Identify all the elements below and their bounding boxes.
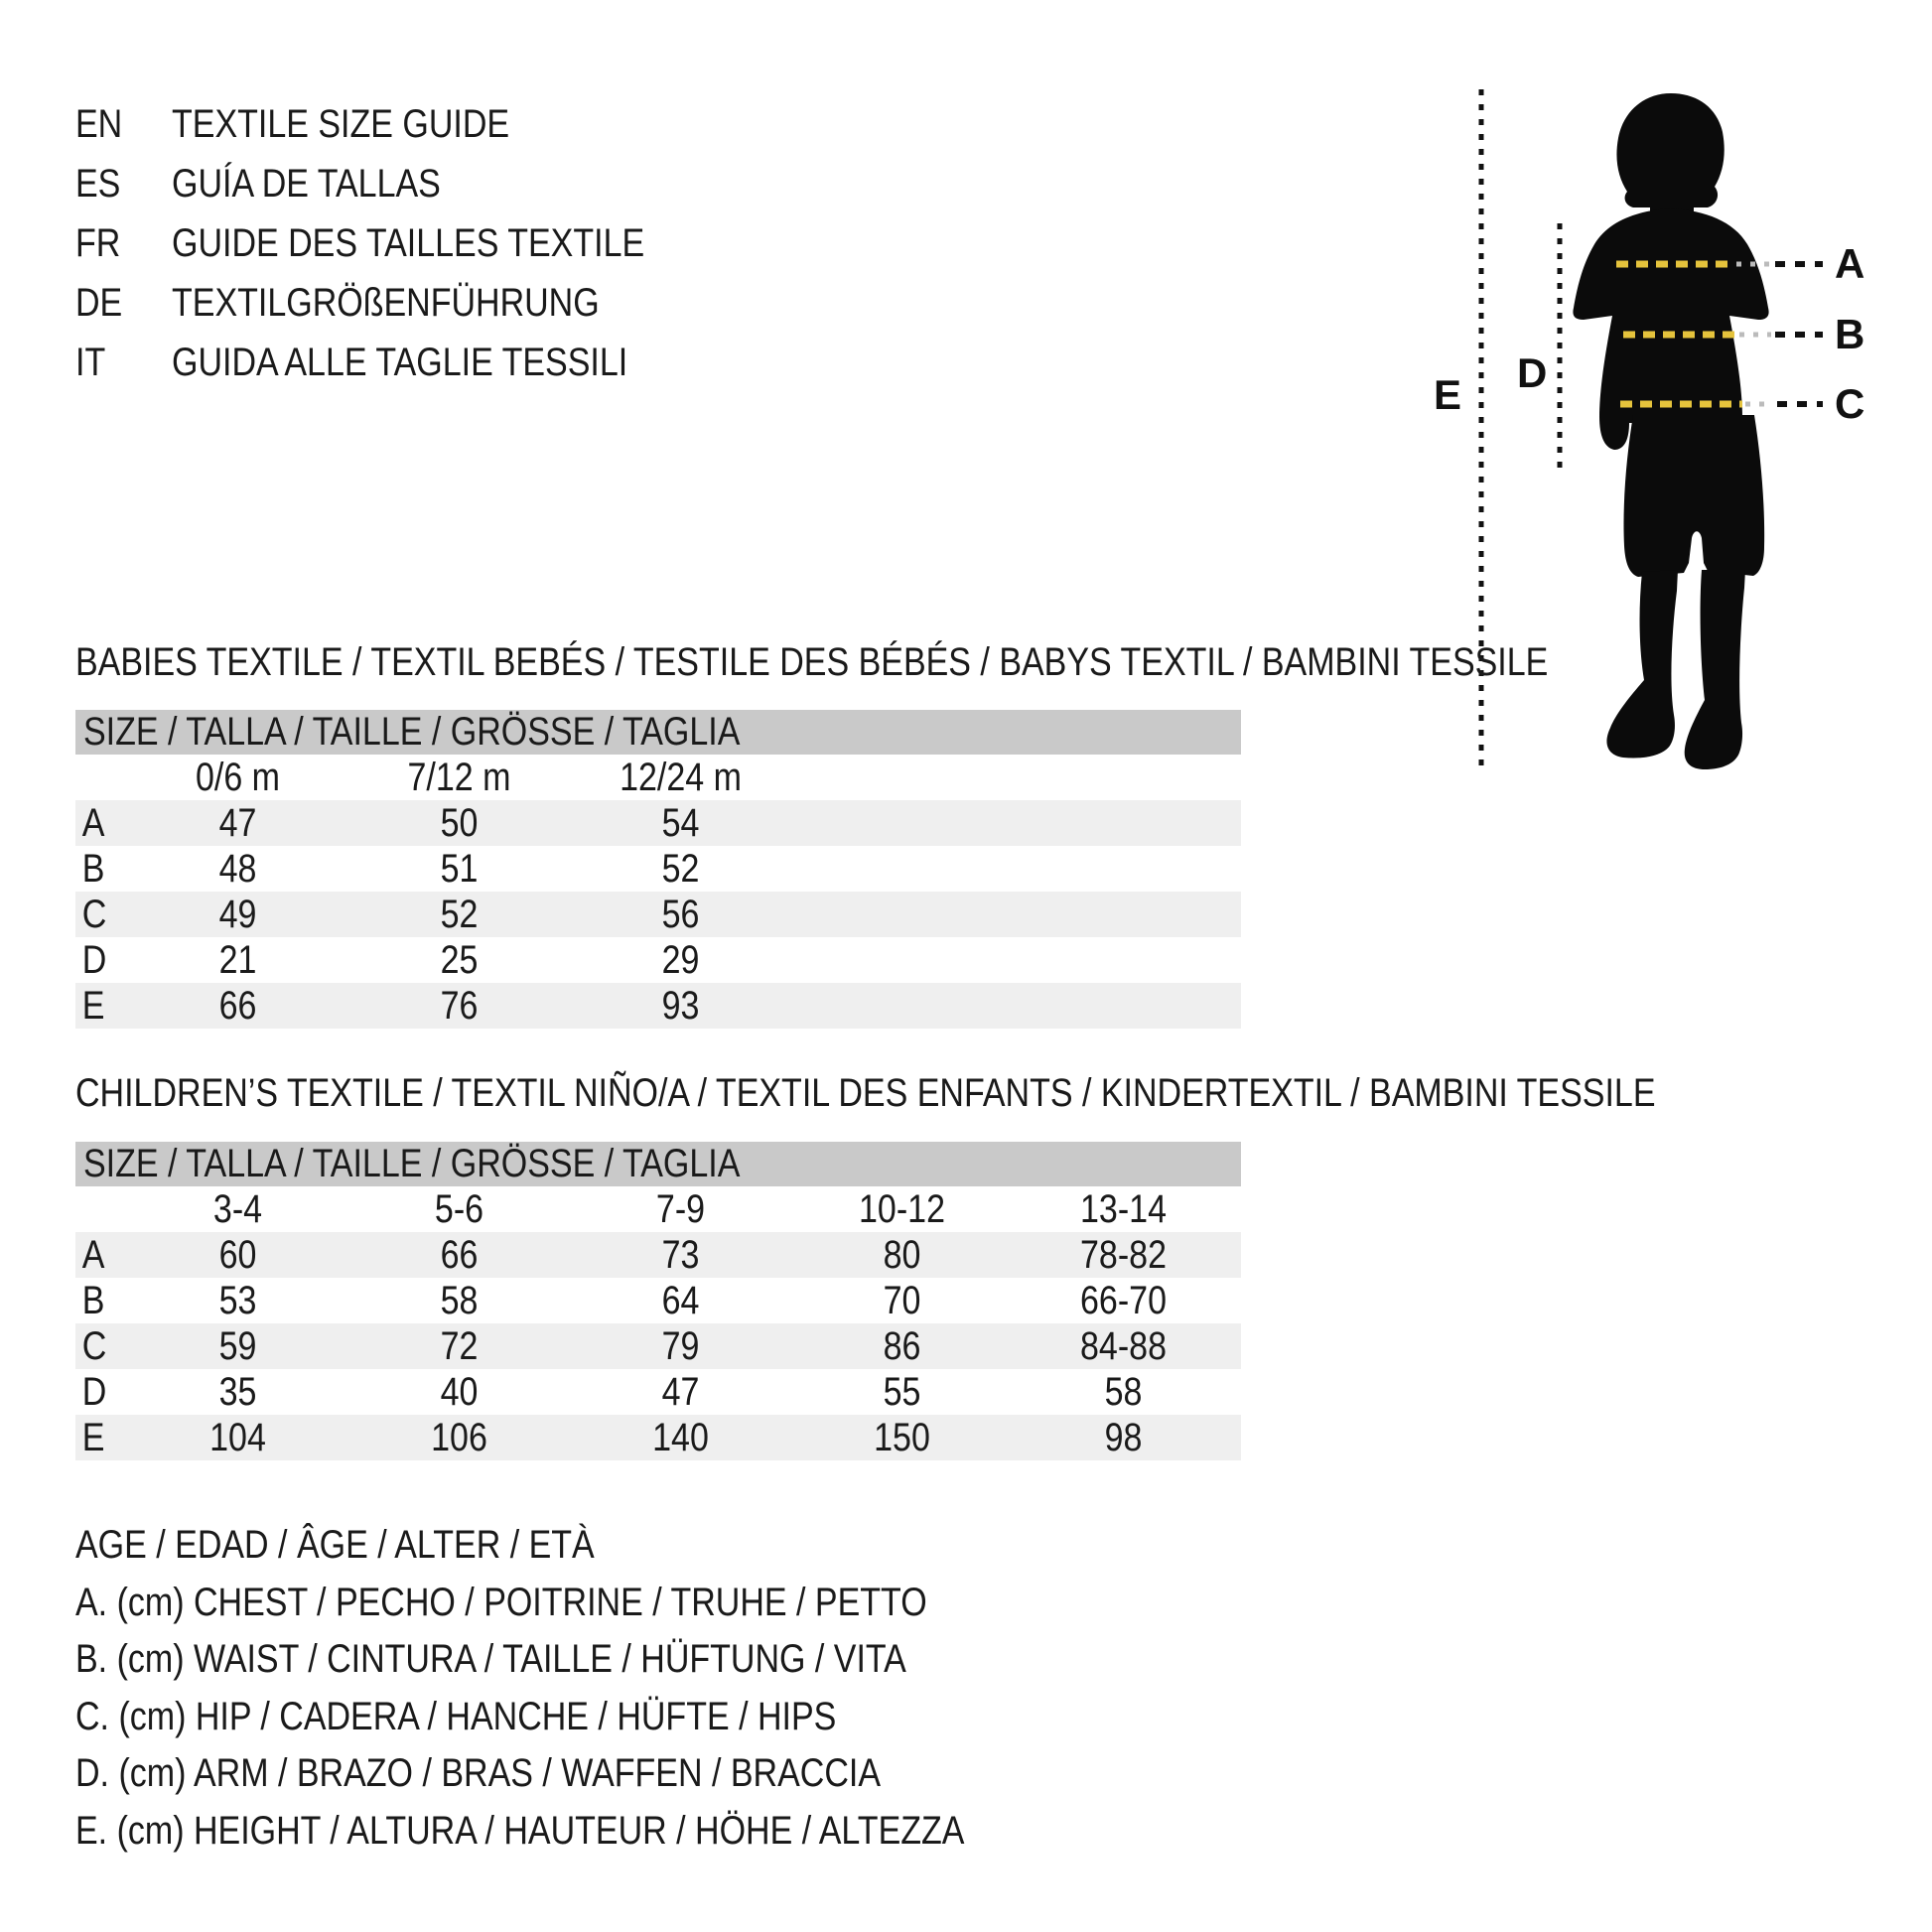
row-label: E <box>81 984 105 1028</box>
size-value: 58 <box>1104 1370 1143 1414</box>
size-value: 47 <box>218 801 257 845</box>
children-column-header: 5-6 <box>434 1187 484 1231</box>
size-value: 93 <box>661 984 700 1028</box>
language-title: TEXTILGRÖßENFÜHRUNG <box>172 281 600 325</box>
size-value: 35 <box>218 1370 257 1414</box>
size-value: 66 <box>440 1233 479 1277</box>
row-label: E <box>81 1416 105 1459</box>
children-column-header: 3-4 <box>212 1187 263 1231</box>
babies-row-a <box>75 800 1241 846</box>
babies-section-heading-text: BABIES TEXTILE / TEXTIL BEBÉS / TESTILE DES BÉBÉS / BABYS TEXTIL / BAMBINI TESSILE <box>75 640 1549 684</box>
children-section-heading <box>75 1072 1932 1114</box>
size-value: 66 <box>218 984 257 1028</box>
legend-line: D. (cm) ARM / BRAZO / BRAS / WAFFEN / BRACCIA <box>75 1751 882 1795</box>
children-row-d <box>75 1369 1241 1415</box>
size-value: 64 <box>661 1279 700 1322</box>
size-value: 98 <box>1104 1416 1143 1459</box>
size-value: 49 <box>218 893 257 936</box>
language-row-fr <box>75 213 728 273</box>
row-label: B <box>81 1279 105 1322</box>
babies-size-table <box>75 710 1241 1029</box>
children-column-header-row <box>75 1186 1241 1232</box>
language-code: IT <box>75 341 106 384</box>
size-value: 52 <box>440 893 479 936</box>
size-value: 50 <box>440 801 479 845</box>
language-code: FR <box>75 221 121 265</box>
marker-label-d: D <box>1517 349 1548 396</box>
language-title: TEXTILE SIZE GUIDE <box>172 102 510 146</box>
size-value: 84-88 <box>1080 1324 1167 1368</box>
language-row-it <box>75 333 728 392</box>
babies-size-header-text: SIZE / TALLA / TAILLE / GRÖSSE / TAGLIA <box>83 710 741 754</box>
babies-column-header: 0/6 m <box>195 756 281 799</box>
size-value: 86 <box>883 1324 921 1368</box>
size-value: 66-70 <box>1080 1279 1167 1322</box>
babies-size-header-bar <box>75 710 1241 755</box>
children-column-header: 7-9 <box>655 1187 706 1231</box>
size-value: 54 <box>661 801 700 845</box>
size-value: 80 <box>883 1233 921 1277</box>
size-value: 25 <box>440 938 479 982</box>
babies-rows <box>75 800 1241 1029</box>
language-row-es <box>75 154 728 213</box>
size-value: 55 <box>883 1370 921 1414</box>
language-list <box>75 94 728 392</box>
children-row-c <box>75 1323 1241 1369</box>
babies-section-heading <box>75 641 1808 683</box>
children-size-table <box>75 1142 1241 1460</box>
size-value: 73 <box>661 1233 700 1277</box>
language-code: DE <box>75 281 123 325</box>
legend-line: C. (cm) HIP / CADERA / HANCHE / HÜFTE / HIPS <box>75 1694 837 1738</box>
size-value: 40 <box>440 1370 479 1414</box>
babies-row-d <box>75 937 1241 983</box>
marker-label-c: C <box>1835 380 1865 427</box>
marker-label-e: E <box>1434 371 1462 418</box>
children-size-header-bar <box>75 1142 1241 1186</box>
size-value: 76 <box>440 984 479 1028</box>
size-value: 140 <box>652 1416 709 1459</box>
measurement-legend <box>75 1517 1121 1860</box>
row-label: D <box>81 938 107 982</box>
language-title: GUIDA ALLE TAGLIE TESSILI <box>172 341 628 384</box>
children-section-heading-text: CHILDREN’S TEXTILE / TEXTIL NIÑO/A / TEXTIL DES ENFANTS / KINDERTEXTIL / BAMBINI TESSILE <box>75 1071 1656 1115</box>
children-row-a <box>75 1232 1241 1278</box>
language-code: EN <box>75 102 123 146</box>
babies-row-b <box>75 846 1241 892</box>
language-code: ES <box>75 162 121 206</box>
size-value: 29 <box>661 938 700 982</box>
language-title: GUIDE DES TAILLES TEXTILE <box>172 221 645 265</box>
babies-row-c <box>75 892 1241 937</box>
row-label: C <box>81 893 107 936</box>
babies-column-header: 12/24 m <box>620 756 742 799</box>
size-value: 106 <box>431 1416 487 1459</box>
children-row-b <box>75 1278 1241 1323</box>
legend-line: A. (cm) CHEST / PECHO / POITRINE / TRUHE / PETTO <box>75 1580 927 1624</box>
marker-label-b: B <box>1835 311 1865 357</box>
legend-line: B. (cm) WAIST / CINTURA / TAILLE / HÜFTUNG / VITA <box>75 1637 906 1681</box>
row-label: C <box>81 1324 107 1368</box>
babies-column-header: 7/12 m <box>407 756 511 799</box>
silhouette-torso <box>1573 208 1768 450</box>
row-label: A <box>81 801 105 845</box>
silhouette-shorts <box>1623 415 1764 577</box>
size-value: 51 <box>440 847 479 891</box>
size-value: 79 <box>661 1324 700 1368</box>
language-row-de <box>75 273 728 333</box>
size-value: 72 <box>440 1324 479 1368</box>
size-value: 52 <box>661 847 700 891</box>
marker-label-a: A <box>1835 240 1865 287</box>
children-rows <box>75 1232 1241 1460</box>
children-column-header: 13-14 <box>1080 1187 1167 1231</box>
babies-column-header-row <box>75 755 1241 800</box>
size-value: 104 <box>209 1416 266 1459</box>
size-value: 58 <box>440 1279 479 1322</box>
child-silhouette-figure <box>1430 60 1926 794</box>
legend-line: AGE / EDAD / ÂGE / ALTER / ETÀ <box>75 1523 595 1567</box>
children-size-header-text: SIZE / TALLA / TAILLE / GRÖSSE / TAGLIA <box>83 1142 741 1185</box>
babies-row-e <box>75 983 1241 1029</box>
size-value: 59 <box>218 1324 257 1368</box>
row-label: D <box>81 1370 107 1414</box>
size-value: 78-82 <box>1080 1233 1167 1277</box>
size-value: 56 <box>661 893 700 936</box>
size-value: 21 <box>218 938 257 982</box>
language-title: GUÍA DE TALLAS <box>172 162 441 206</box>
row-label: A <box>81 1233 105 1277</box>
children-row-e <box>75 1415 1241 1460</box>
children-column-header: 10-12 <box>859 1187 945 1231</box>
size-value: 53 <box>218 1279 257 1322</box>
size-value: 47 <box>661 1370 700 1414</box>
size-value: 60 <box>218 1233 257 1277</box>
size-value: 70 <box>883 1279 921 1322</box>
size-value: 48 <box>218 847 257 891</box>
legend-line: E. (cm) HEIGHT / ALTURA / HAUTEUR / HÖHE / ALTEZZA <box>75 1808 965 1853</box>
language-row-en <box>75 94 728 154</box>
row-label: B <box>81 847 105 891</box>
size-value: 150 <box>874 1416 930 1459</box>
